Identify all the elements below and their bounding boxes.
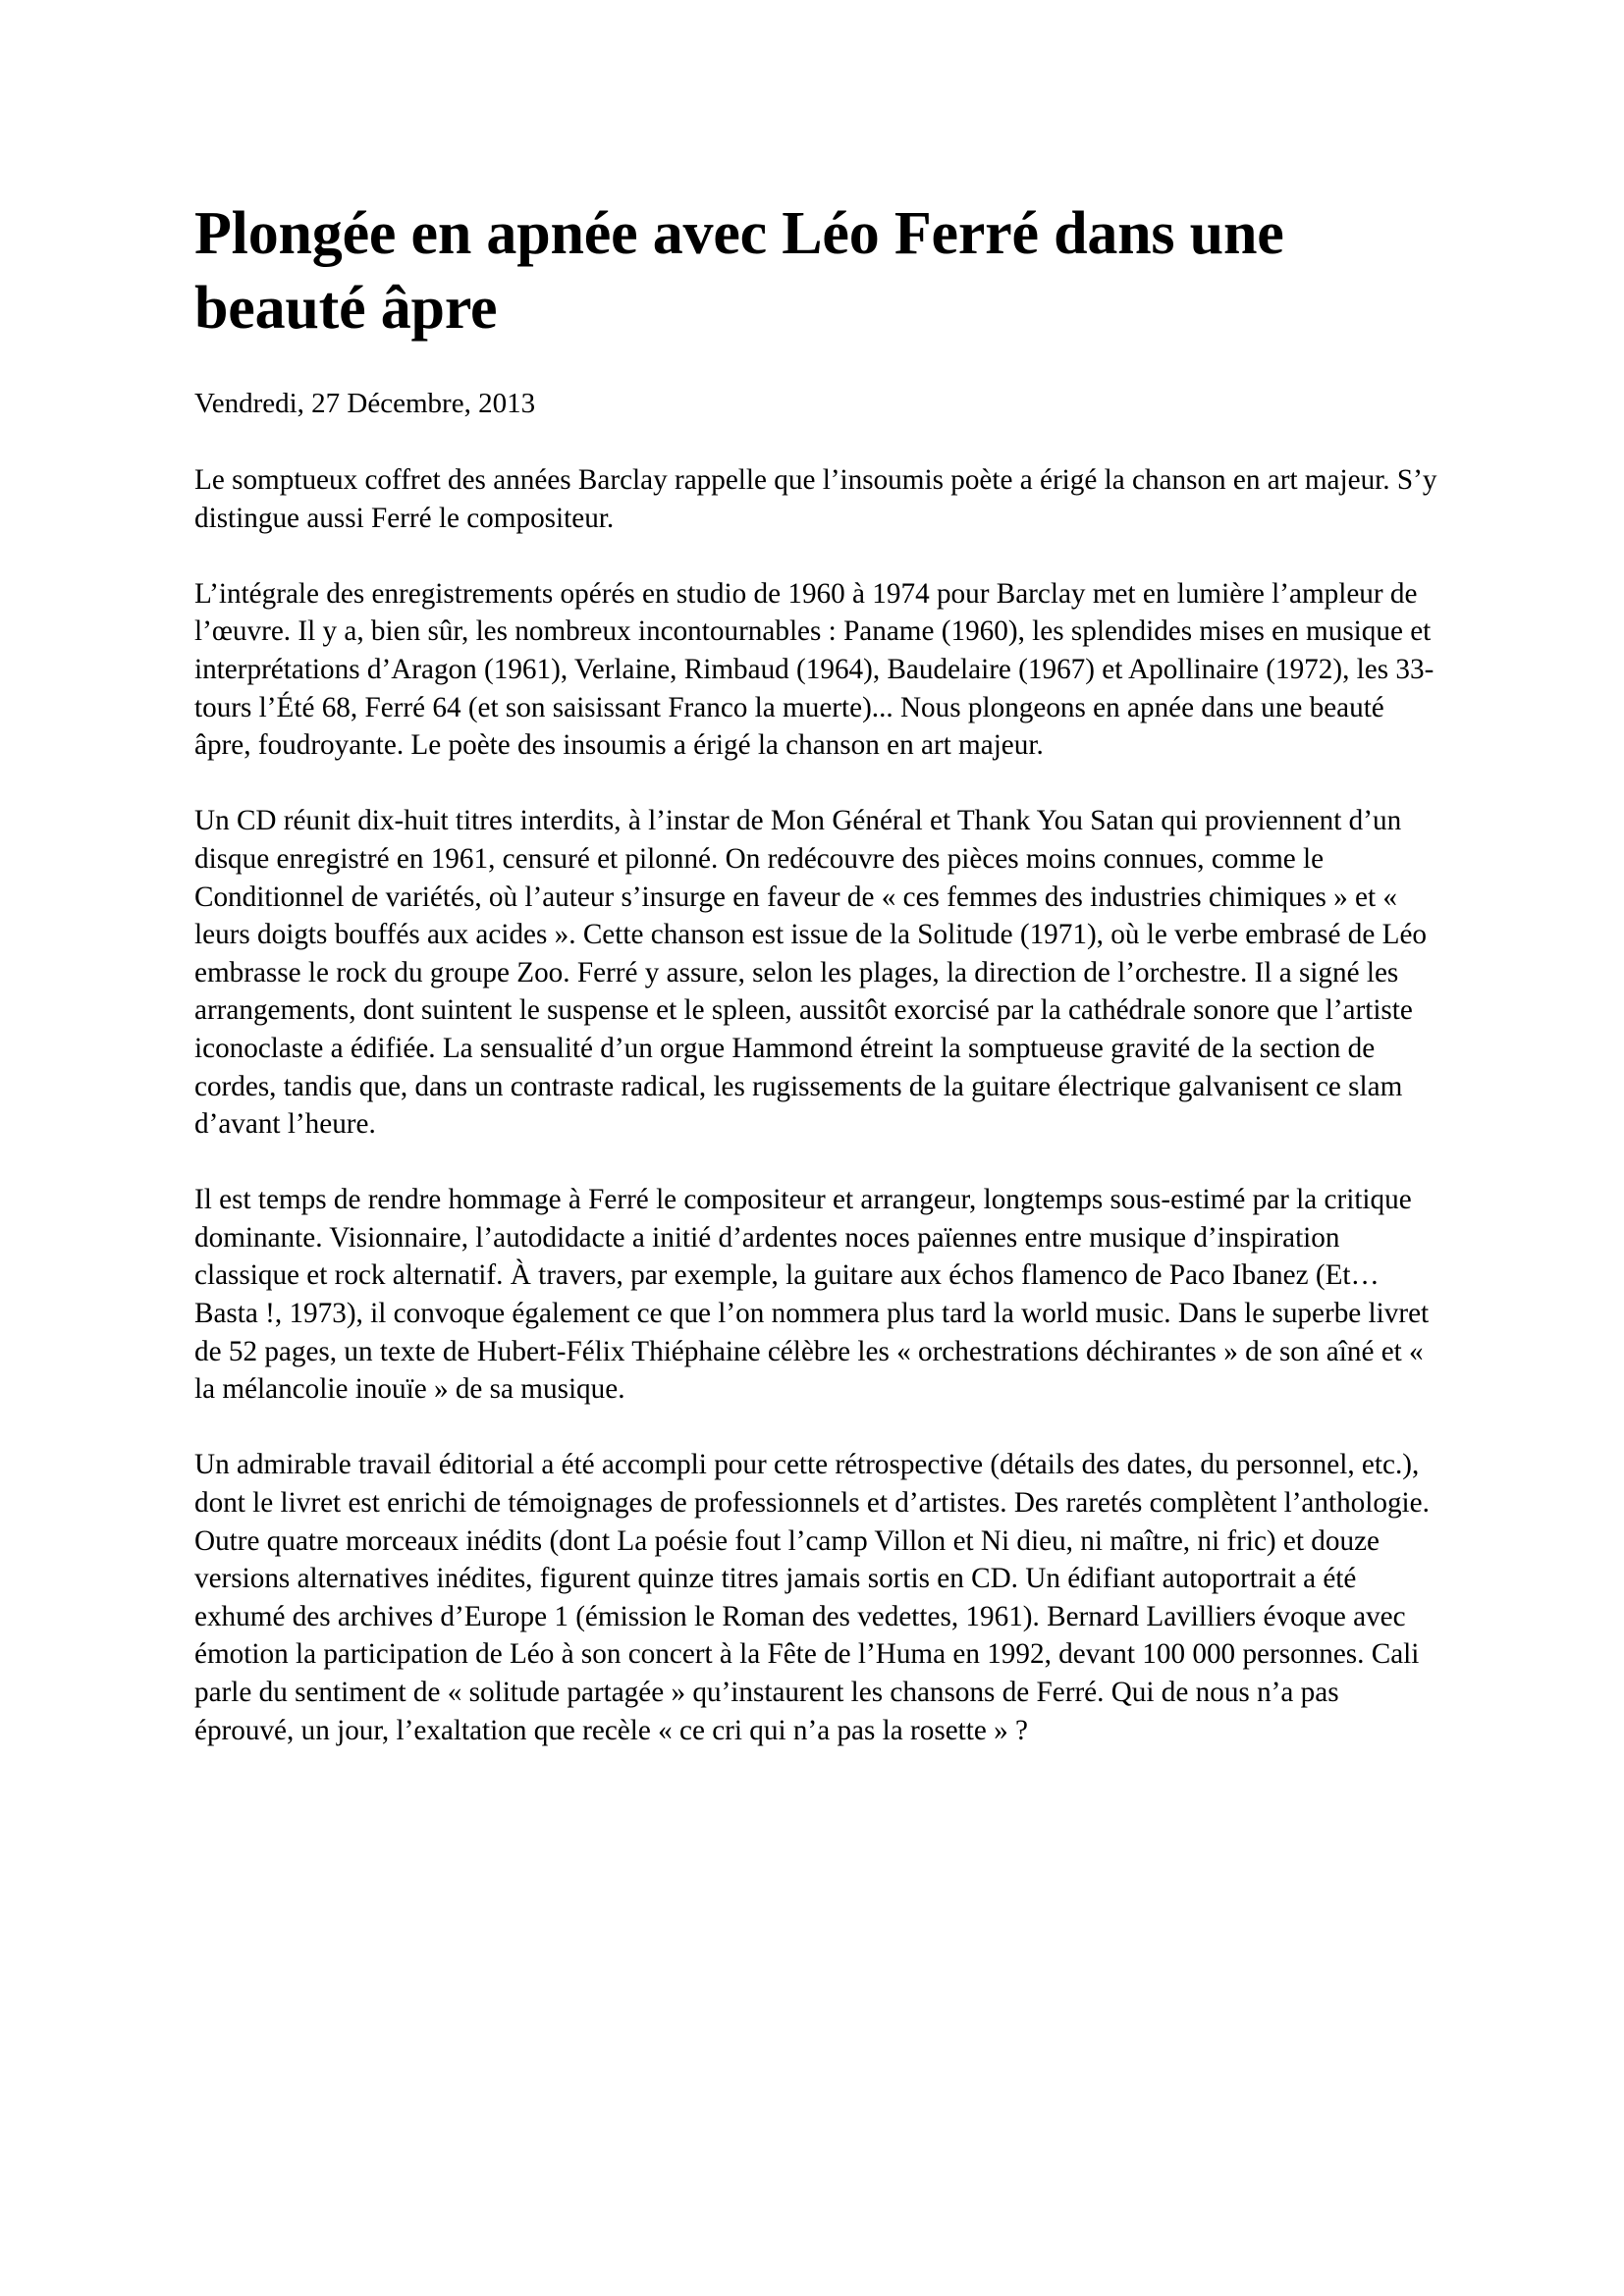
article: [194, 196, 1441, 1746]
article-paragraph: Un admirable travail éditorial a été accompli pour cette rétrospective (détails des dates, du personnel, etc.), dont le livret est enrichi de témoignages de professionnels et d’artistes. Des raretés complètent l’anthologie. Outre quatre morceaux inédits (dont La poésie fout l’camp Villon et Ni dieu, ni maître, ni fric) et douze versions alternatives inédites, figurent quinze titres jamais sortis en CD. Un édifiant autoportrait a été exhumé des archives d’Europe 1 (émission le Roman des vedettes, 1961). Bernard Lavilliers évoque avec émotion la participation de Léo à son concert à la Fête de l’Huma en 1992, devant 100 000 personnes. Cali parle du sentiment de « solitude partagée » qu’instaurent les chansons de Ferré. Qui de nous n’a pas éprouvé, un jour, l’exaltation que recèle « ce cri qui n’a pas la rosette » ?: [194, 1449, 1430, 1746]
article-paragraph: Le somptueux coffret des années Barclay rappelle que l’insoumis poète a érigé la chanson en art majeur. S’y distingue aussi Ferré le compositeur.: [194, 464, 1437, 534]
article-paragraph: Un CD réunit dix-huit titres interdits, à l’instar de Mon Général et Thank You Satan qui proviennent d’un disque enregistré en 1961, censuré et pilonné. On redécouvre des pièces moins connues, comme le Conditionnel de variétés, où l’auteur s’insurge en faveur de « ces femmes des industries chimiques » et « leurs doigts bouffés aux acides ». Cette chanson est issue de la Solitude (1971), où le verbe embrasé de Léo embrasse le rock du groupe Zoo. Ferré y assure, selon les plages, la direction de l’orchestre. Il a signé les arrangements, dont suintent le suspense et le spleen, aussitôt exorcisé par la cathédrale sonore que l’artiste iconoclaste a édifiée. La sensualité d’un orgue Hammond étreint la somptueuse gravité de la section de cordes, tandis que, dans un contraste radical, les rugissements de la guitare électrique galvanisent ce slam d’avant l’heure.: [194, 805, 1427, 1141]
article-title: Plongée en apnée avec Léo Ferré dans une beauté âpre: [194, 200, 1284, 342]
article-date: Vendredi, 27 Décembre, 2013: [194, 388, 536, 419]
article-paragraph: L’intégrale des enregistrements opérés en studio de 1960 à 1974 pour Barclay met en lumière l’ampleur de l’œuvre. Il y a, bien sûr, les nombreux incontournables : Paname (1960), les splendides mises en musique et interprétations d’Aragon (1961), Verlaine, Rimbaud (1964), Baudelaire (1967) et Apollinaire (1972), les 33-tours l’Été 68, Ferré 64 (et son saisissant Franco la muerte)... Nous plongeons en apnée dans une beauté âpre, foudroyante. Le poète des insoumis a érigé la chanson en art majeur.: [194, 577, 1435, 762]
article-paragraph: Il est temps de rendre hommage à Ferré le compositeur et arrangeur, longtemps sous-estimé par la critique dominante. Visionnaire, l’autodidacte a initié d’ardentes noces païennes entre musique d’inspiration classique et rock alternatif. À travers, par exemple, la guitare aux échos flamenco de Paco Ibanez (Et… Basta !, 1973), il convoque également ce que l’on nommera plus tard la world music. Dans le superbe livret de 52 pages, un texte de Hubert-Félix Thiéphaine célèbre les « orchestrations déchirantes » de son aîné et « la mélancolie inouïe » de sa musique.: [194, 1184, 1430, 1406]
article-body: [194, 461, 1441, 1788]
